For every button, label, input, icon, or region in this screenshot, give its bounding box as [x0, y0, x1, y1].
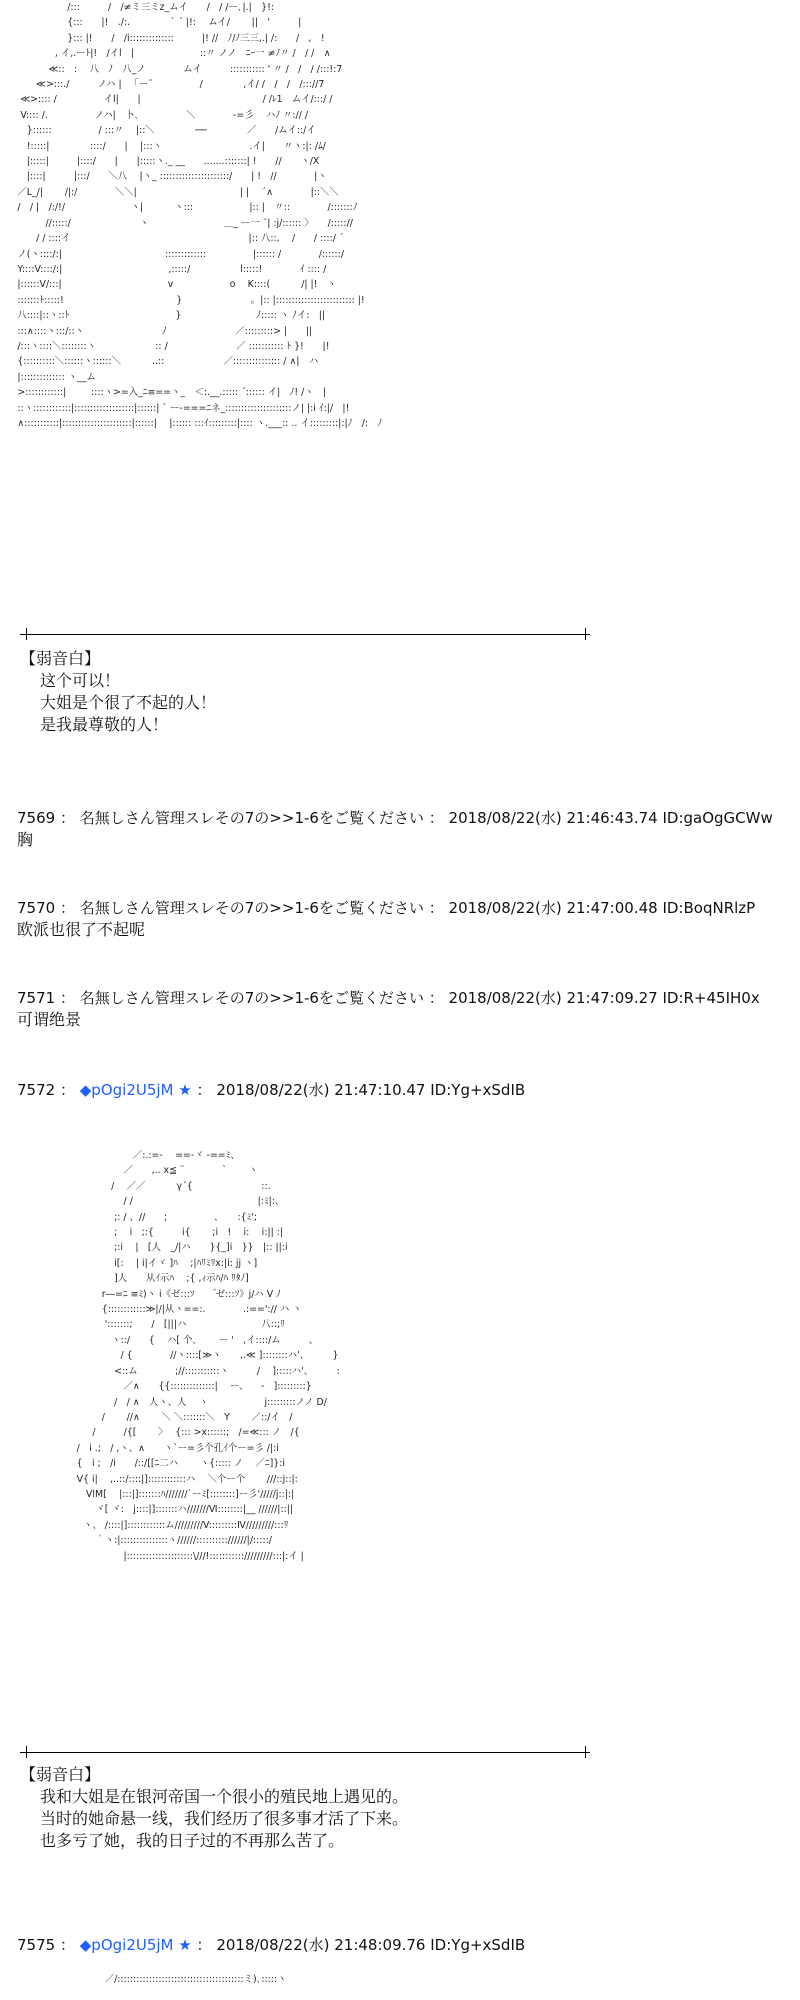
post-date: 2018/08/22(水) 21:46:43.74 [448, 809, 658, 827]
separator-rule [20, 634, 590, 635]
ascii-art-line: |:::::| |::::/ | |:::::ヽ._ __ .......:::::::| ! // ヽ/X [8, 156, 320, 168]
ascii-art-line: ／∧ {{::::::::::::::| ー、 - ]:::::::::} [8, 1381, 312, 1393]
ascii-art-line: ]人 从ｲ示ﾊ ;{ ,ｨ示ﾊ/ﾊ ﾘﾀﾉ] [8, 1273, 249, 1285]
post-sep: ： [59, 989, 75, 1007]
ascii-art-line: / //∧ ＼ ＼:::::::＼ Y ／::/イ / [8, 1411, 293, 1423]
ascii-art-top [8, 0, 588, 615]
separator-rule [20, 1752, 590, 1753]
ascii-art-line: Y::::V::::/:| ,:::::/ l:::::! ｲ :::: / [8, 263, 327, 275]
post-sep: ： [196, 1936, 212, 1954]
separator-tick-right [585, 1746, 586, 1758]
separator-tick-right [585, 628, 586, 640]
post-date: 2018/08/22(水) 21:47:09.27 [448, 989, 658, 1007]
ascii-art-line: ヾ[ ヾ: j::::|]:::::::ハ///////Ⅵ::::::::|__ //////|::|| [8, 1504, 294, 1516]
speech-block [20, 648, 216, 736]
post-number[interactable]: 7571 [17, 989, 56, 1007]
post-id[interactable]: ID:Yg+xSdIB [430, 1936, 526, 1954]
ascii-art-line: ;:i | [人 _/|ハ }{_]i }} |:: ||:i [8, 1242, 288, 1254]
post-id[interactable]: ID:R+45IH0x [662, 989, 760, 1007]
speech-line: 大姐是个很了不起的人！ [40, 693, 217, 712]
post-header [17, 1935, 797, 1955]
ascii-art-line: / { //ヽ::::[≫ヽ ,.≪ ]::::::::ハ'、 } [8, 1350, 339, 1362]
post-number[interactable]: 7570 [17, 899, 56, 917]
ascii-art-line: V{ i| ,..::/::::|]::::::::::::ハ ＼个ー个 ///::j::|: [8, 1473, 298, 1485]
ascii-art-line: ∧:::::::::::|::::::::::::::::::::::|::::::| |:::::: :::ｲ:::::::::|:::: ヽ.___:: .. イ:::::::::|:|ﾉ /: ﾉ [8, 417, 383, 429]
post-sep: ： [59, 1081, 75, 1099]
ascii-art-line: |:::::::::::::::::::::\///!::::::::::://///////:::|:イ | [8, 1550, 304, 1562]
post-sep: ： [196, 1081, 212, 1099]
post-body: 可谓绝景 [17, 1010, 82, 1029]
ascii-art-line: ／L_/| /|:/ ＼＼| | | ´∧ |::＼＼ [8, 186, 339, 198]
post-number[interactable]: 7575 [17, 1936, 56, 1954]
ascii-art-line: }::: |! / /i:::::::::::::: |! // ﾉ/ﾉ三三,.| /: / , ! [8, 32, 325, 44]
post-body: 胸 [17, 830, 34, 849]
post-body: 欧派也很了不起呢 [17, 920, 146, 939]
post-id[interactable]: ID:gaOgGCWw [662, 809, 773, 827]
post-sep: ： [428, 809, 444, 827]
ascii-art-mid [8, 1148, 528, 1738]
ascii-art-line: {::: |! ./:. ` ´ |!: ムイ/ || ' | [8, 17, 302, 29]
post-date: 2018/08/22(水) 21:47:10.47 [216, 1081, 426, 1099]
ascii-art-line: /::: / /≠ミ三ミz_ムイ / / /ー､|.| }!: [8, 2, 275, 13]
ascii-art-line: ::ヽ::::::::::::|:::::::::::::::::::|::::::| ` ー-===ﾆネ_:::::::::::::::::::::ノ| |:i ｲ:|/ |! [8, 402, 350, 414]
ascii-art-line: V:::: /. ノハ| 卜､ ＼ -=彡 ハﾉ 〃:// / [8, 109, 308, 121]
post-number[interactable]: 7569 [17, 809, 56, 827]
post-header [17, 898, 797, 918]
ascii-art-line: ／ ,.. x≦ ¨ ` ヽ [8, 1165, 258, 1177]
post-sep: ： [428, 989, 444, 1007]
ascii-art-line: /:::ヽ::::＼::::::::ヽ :: / ／ ::::::::::: ﾄ }! |! [8, 340, 330, 352]
post-id[interactable]: ID:BoqNRlzP [662, 899, 756, 917]
ascii-art-line: |:::::::::::::: ヽ__ム [8, 371, 96, 383]
ascii-art-line: ヽ::/ { ハ[ 个､ ー ' ,イ::::/ム 、 [8, 1334, 319, 1346]
ascii-art-line: r―=ﾆ ≡ﾐ)ヽ i《ゼ:::ｿ ゙ゼ:::ｿ》j/ハ V ﾉ [8, 1288, 281, 1300]
ascii-art-line: !:::::| ::::/ | |:::ヽ .イ| 〃ヽ:|: /ﾑ/ [8, 140, 326, 152]
ascii-art-line: ヽ、 /::::|]::::::::::::ム/////////V:::::::::Ⅳ/////////:::ﾘ [8, 1519, 289, 1531]
post-name: 名無しさん管理スレその7の>>1-6をご覧ください [79, 989, 424, 1007]
post-name: 名無しさん管理スレその7の>>1-6をご覧ください [79, 809, 424, 827]
ascii-art-line: ｀ヽ:|:::::::::::::::ヽ//////:::::::::://////|/:::::/ [8, 1535, 272, 1547]
ascii-art-line: >::::::::::::| ::::ヽ>=入_ﾆ≡==ヽ_ ＜:.__.::::: ´:::::: イ| ﾉ! /ヽ | [8, 387, 327, 399]
ascii-art-line: <::ム ;//:::::::::::ヽ / ]:::::ハ'、 : [8, 1365, 340, 1377]
ascii-art-line: , イ,.ーﾄ|! /イl | ::〃 ノノ ﾆｰ一 ≠ﾉ〃 / / / ∧ [8, 48, 331, 60]
post-trip[interactable]: ◆pOgi2U5jM [79, 1081, 174, 1099]
ascii-art-line: //:::::/ ヽ ＿_ ー一 ´| :j/:::::: 〉 /:::::// [8, 217, 353, 229]
ascii-art-line: ':::::::; / [|||ハ 八::;ﾘ [8, 1319, 285, 1331]
speech-line: 是我最尊敬的人！ [40, 715, 169, 734]
speech-line: 也多亏了她，我的日子过的不再那么苦了。 [40, 1831, 345, 1850]
post-name: 名無しさん管理スレその7の>>1-6をご覧ください [79, 899, 424, 917]
post-header [17, 1080, 797, 1100]
ascii-art-line: / /{[ 〉 {::: >x::::::; /=≪::: ノ /{ [8, 1427, 300, 1439]
post-id[interactable]: ID:Yg+xSdIB [430, 1081, 526, 1099]
ascii-art-line: }:::::: / :::〃 |::＼ ── ／ /ムイ::/イ [8, 125, 316, 137]
speaker-name: 【弱音白】 [20, 1765, 101, 1784]
separator-tick-left [26, 628, 27, 640]
ascii-art-line: ;: / 、// ; 、 :{ﾐ'; [8, 1211, 257, 1223]
ascii-art-line: { i ; /i /::/[[ﾆ二ハ ヽ{::::: ノ ／ﾆ]}:i [8, 1458, 285, 1470]
ascii-art-bottom [8, 1972, 548, 2000]
ascii-art-line: ／:.:=- ==-ヾ -==ﾐ、 [8, 1150, 240, 1161]
post-trip[interactable]: ◆pOgi2U5jM [79, 1936, 174, 1954]
ascii-art-line: :::∧::::ヽ:::/::ヽ ﾉ ／:::::::::> | || [8, 325, 313, 337]
ascii-art-line: / / ::::イ |:: 八::, / / ::::/ ´ [8, 233, 344, 245]
ascii-art-line: / / | /:/!/ ヽ| ヽ::: |:: | 〃:: /:::::::ﾉ [8, 202, 358, 214]
speech-block [20, 1764, 408, 1852]
ascii-art-line: |::::| |:::/ ＼八 |ヽ_ ::::::::::::::::::::::/ | ! // |ヽ [8, 171, 327, 183]
ascii-art-line: / / ∧ 人ヽ、人 ヽ j:::::::::ノノ D/ [8, 1396, 327, 1408]
ascii-art-line: VlM[ |:::|]:::::::ﾊ///////`ーﾐ[::::::::]ー彡'/////j::|:| [8, 1488, 295, 1500]
ascii-art-line: ノ(ヽ::::/:| ::::::::::::: |:::::: / /::::::/ [8, 248, 344, 260]
ascii-art-line: / i .; / ,ヽ、∧ ヽ`ー=彡个孔ｲ个ー=彡 /|:i [8, 1442, 279, 1454]
post-sep: ： [59, 899, 75, 917]
speech-line: 当时的她命悬一线，我们经历了很多事才活了下来。 [40, 1809, 409, 1828]
ascii-art-line: {::::::::::::≫|/|从ヽ==:. .:==':// ハ ヽ [8, 1304, 302, 1316]
speech-line: 我和大姐是在银河帝国一个很小的殖民地上遇见的。 [40, 1787, 409, 1806]
post-sep: ： [428, 899, 444, 917]
ascii-art-line: ／/::::::::::::::::::::::::::::::::::::::::ミ)､:::::ヽ [8, 1974, 287, 1985]
ascii-art-line: / / |:ﾐ|:、 [8, 1196, 285, 1208]
star-icon: ★ [178, 1936, 192, 1954]
post-header [17, 988, 797, 1008]
ascii-art-line: |::::::V/:::| v o K::::( /| |! ヽ [8, 279, 337, 291]
ascii-art-line: :::::::ﾄ:::::! } 。|:: |::::::::::::::::::::::::: |! [8, 294, 365, 306]
ascii-art-line: i[: | i|イヾ ]ﾊ ;|ﾊﾘﾐﾘx:|i: jj ヽ] [8, 1257, 258, 1269]
post-sep: ： [59, 1936, 75, 1954]
ascii-art-line: ≪>:::./ ノハ | ｢ー¨ / ,イ/ / / / /::://7 [8, 79, 325, 91]
ascii-art-line: ≪>:::: / イl| | / /ﾚ1 ムイ/:::/ / [8, 94, 333, 106]
ascii-art-line: / ／／ γ´{ ::. [8, 1180, 271, 1192]
post-number[interactable]: 7572 [17, 1081, 56, 1099]
speech-line: 这个可以！ [40, 671, 121, 690]
post-date: 2018/08/22(水) 21:48:09.76 [216, 1936, 426, 1954]
speaker-name: 【弱音白】 [20, 649, 101, 668]
ascii-art-line: ≪:: : 八 ﾉ 八_ノ ムイ ::::::::::: ' 〃 / / / /:::!:7 [8, 63, 343, 75]
ascii-art-line: 八::::|::ヽ::ﾄ } ﾉ::::: ヽ ﾉイ: || [8, 310, 326, 322]
star-icon: ★ [178, 1081, 192, 1099]
post-sep: ： [59, 809, 75, 827]
ascii-art-line: ; i ;:{ i{ ;i ! i: i:|| :| [8, 1227, 284, 1239]
separator-tick-left [26, 1746, 27, 1758]
ascii-art-line: {::::::::::＼::::::ヽ::::::＼ ..:: ／::::::::::::::: / ∧| ハ [8, 356, 319, 368]
post-date: 2018/08/22(水) 21:47:00.48 [448, 899, 658, 917]
post-header [17, 808, 797, 828]
